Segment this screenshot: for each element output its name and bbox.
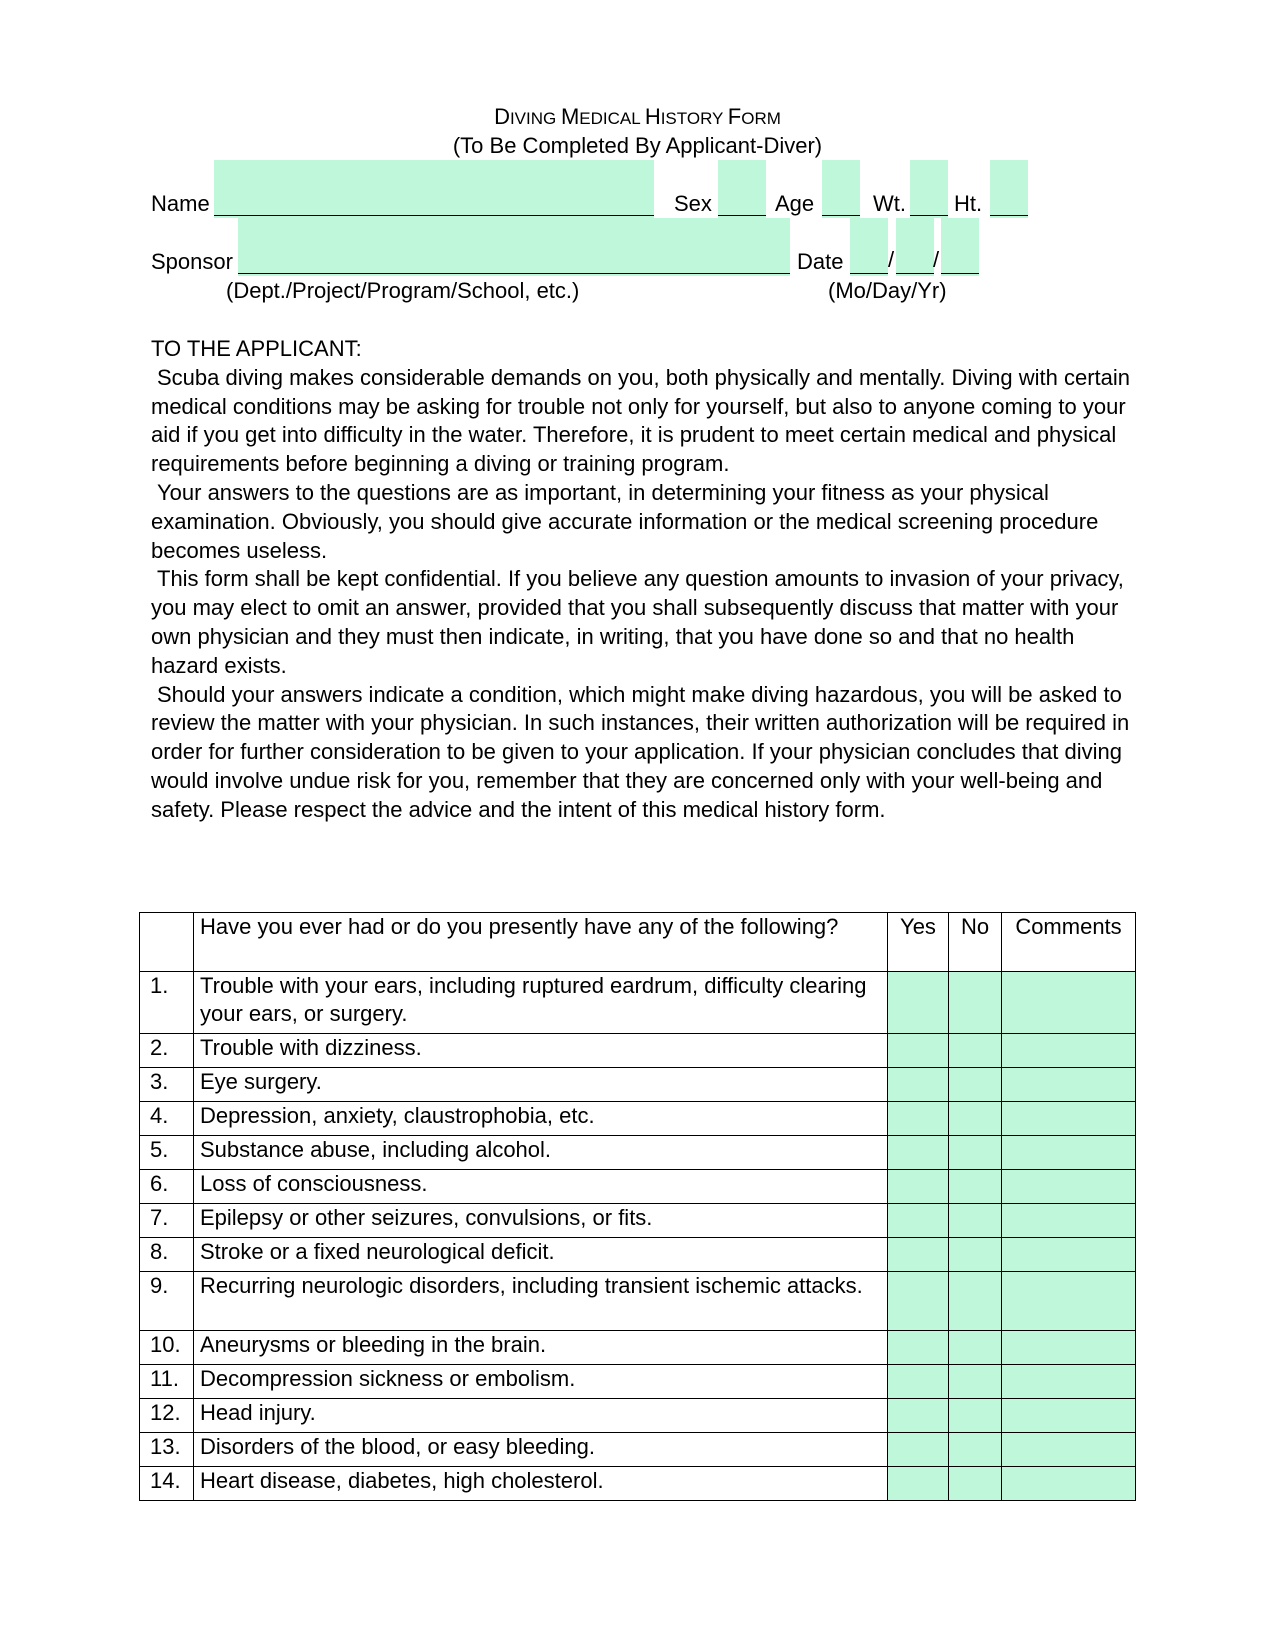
question-number: 14. — [140, 1467, 194, 1501]
question-text: Substance abuse, including alcohol. — [194, 1136, 888, 1170]
question-number: 9. — [140, 1272, 194, 1331]
date-year-input[interactable] — [943, 243, 977, 271]
question-text: Stroke or a fixed neurological deficit. — [194, 1238, 888, 1272]
yes-answer-cell[interactable] — [888, 1399, 949, 1433]
comments-cell[interactable] — [1002, 1170, 1136, 1204]
question-number: 4. — [140, 1102, 194, 1136]
yes-answer-cell[interactable] — [888, 1170, 949, 1204]
comments-cell[interactable] — [1002, 1068, 1136, 1102]
no-answer-cell[interactable] — [949, 1136, 1002, 1170]
date-separator: / — [888, 247, 895, 272]
form-subtitle: (To Be Completed By Applicant-Diver) — [452, 133, 823, 158]
name-underline — [214, 215, 654, 216]
table-row — [140, 1399, 1136, 1433]
comments-cell[interactable] — [1002, 972, 1136, 1034]
question-text: Loss of consciousness. — [194, 1170, 888, 1204]
question-number: 7. — [140, 1204, 194, 1238]
notice-heading: TO THE APPLICANT: — [151, 336, 362, 361]
table-row — [140, 1238, 1136, 1272]
sex-label: Sex — [674, 191, 712, 216]
age-underline — [822, 215, 860, 216]
table-row — [140, 1331, 1136, 1365]
notice-paragraph: Scuba diving makes considerable demands on you, both physically and mentally. Diving with certain medical conditions may be asking for trouble not only for yourself, but also to anyone coming to your aid if you get into difficulty in the water. Therefore, it is prudent to meet certain medical and physical requirements before beginning a diving or training program. — [151, 364, 1131, 477]
sponsor-underline — [238, 273, 790, 274]
yes-answer-cell[interactable] — [888, 1238, 949, 1272]
table-header-row — [140, 913, 1136, 972]
no-answer-cell[interactable] — [949, 972, 1002, 1034]
no-answer-cell[interactable] — [949, 1034, 1002, 1068]
question-text: Aneurysms or bleeding in the brain. — [194, 1331, 888, 1365]
age-label: Age — [775, 191, 815, 216]
title-letter: D — [494, 104, 510, 129]
no-answer-cell[interactable] — [949, 1238, 1002, 1272]
name-label: Name — [151, 191, 210, 216]
yes-answer-cell[interactable] — [888, 1102, 949, 1136]
title-letter: M — [560, 104, 580, 129]
header-question: Have you ever had or do you presently have any of the following? — [194, 913, 888, 972]
ht-underline — [990, 215, 1028, 216]
notice-paragraph: Your answers to the questions are as important, in determining your fitness as your physical examination. Obviously, you should give accurate information or the medical screening procedure becomes useless. — [151, 479, 1099, 563]
table-row — [140, 1170, 1136, 1204]
yes-answer-cell[interactable] — [888, 1068, 949, 1102]
no-answer-cell[interactable] — [949, 1068, 1002, 1102]
comments-cell[interactable] — [1002, 1399, 1136, 1433]
name-input[interactable] — [218, 185, 650, 213]
question-number: 13. — [140, 1433, 194, 1467]
comments-cell[interactable] — [1002, 1204, 1136, 1238]
table-row — [140, 1365, 1136, 1399]
wt-underline — [910, 215, 948, 216]
question-number: 2. — [140, 1034, 194, 1068]
table-row — [140, 1204, 1136, 1238]
date-month-underline — [850, 273, 888, 274]
no-answer-cell[interactable] — [949, 1170, 1002, 1204]
yes-answer-cell[interactable] — [888, 1467, 949, 1501]
yes-answer-cell[interactable] — [888, 1136, 949, 1170]
notice-paragraph: Should your answers indicate a condition, which might make diving hazardous, you will be asked to review the matter with your physician. In such instances, their written authorization will be required in order for further consideration to be given to your application. If your physician concludes that diving would involve undue risk for you, remember that they are concerned only with your well-being and safety. Please respect the advice and the intent of this medical history form. — [151, 681, 1130, 822]
wt-label: Wt. — [873, 191, 906, 216]
comments-cell[interactable] — [1002, 1467, 1136, 1501]
title-text: IVING — [509, 109, 561, 128]
question-text: Epilepsy or other seizures, convulsions, or fits. — [194, 1204, 888, 1238]
question-text: Recurring neurologic disorders, including transient ischemic attacks. — [194, 1272, 888, 1331]
question-number: 11. — [140, 1365, 194, 1399]
sponsor-hint: (Dept./Project/Program/School, etc.) — [226, 278, 580, 303]
form-title — [0, 104, 1275, 130]
question-number: 12. — [140, 1399, 194, 1433]
title-text: ORM — [741, 109, 781, 128]
no-answer-cell[interactable] — [949, 1399, 1002, 1433]
comments-cell[interactable] — [1002, 1272, 1136, 1331]
question-text: Trouble with dizziness. — [194, 1034, 888, 1068]
table-row — [140, 1136, 1136, 1170]
date-separator: / — [933, 247, 940, 272]
header-comments: Comments — [1002, 913, 1136, 972]
ht-label: Ht. — [954, 191, 983, 216]
table-row — [140, 1102, 1136, 1136]
table-row — [140, 1068, 1136, 1102]
comments-cell[interactable] — [1002, 1102, 1136, 1136]
medical-history-table — [139, 912, 1136, 1501]
table-row — [140, 1272, 1136, 1331]
date-day-underline — [896, 273, 934, 274]
table-row — [140, 1433, 1136, 1467]
no-answer-cell[interactable] — [949, 1467, 1002, 1501]
header-number-cell — [140, 913, 194, 972]
question-text: Disorders of the blood, or easy bleeding. — [194, 1433, 888, 1467]
header-no: No — [949, 913, 1002, 972]
yes-answer-cell[interactable] — [888, 1433, 949, 1467]
yes-answer-cell[interactable] — [888, 1034, 949, 1068]
question-text: Decompression sickness or embolism. — [194, 1365, 888, 1399]
question-number: 1. — [140, 972, 194, 1034]
question-number: 3. — [140, 1068, 194, 1102]
yes-answer-cell[interactable] — [888, 972, 949, 1034]
date-hint: (Mo/Day/Yr) — [828, 278, 947, 303]
date-day-input[interactable] — [898, 243, 932, 271]
question-text: Head injury. — [194, 1399, 888, 1433]
ht-input[interactable] — [992, 185, 1026, 213]
wt-input[interactable] — [912, 185, 946, 213]
no-answer-cell[interactable] — [949, 1433, 1002, 1467]
sponsor-input[interactable] — [242, 243, 786, 271]
question-text: Heart disease, diabetes, high cholesterol. — [194, 1467, 888, 1501]
question-number: 8. — [140, 1238, 194, 1272]
title-text: EDICAL — [579, 109, 645, 128]
table-row — [140, 1467, 1136, 1501]
date-month-input[interactable] — [852, 243, 886, 271]
question-text: Trouble with your ears, including ruptured eardrum, difficulty clearing your ears, or surgery. — [194, 972, 888, 1034]
applicant-notice — [151, 335, 1131, 825]
question-text: Depression, anxiety, claustrophobia, etc. — [194, 1102, 888, 1136]
table-row — [140, 1034, 1136, 1068]
header-yes: Yes — [888, 913, 949, 972]
title-text: ISTORY — [660, 109, 728, 128]
yes-answer-cell[interactable] — [888, 1204, 949, 1238]
comments-cell[interactable] — [1002, 1136, 1136, 1170]
no-answer-cell[interactable] — [949, 1365, 1002, 1399]
comments-cell[interactable] — [1002, 1331, 1136, 1365]
yes-answer-cell[interactable] — [888, 1272, 949, 1331]
yes-answer-cell[interactable] — [888, 1331, 949, 1365]
date-label: Date — [797, 249, 844, 274]
title-letter: H — [644, 104, 661, 129]
sex-input[interactable] — [720, 185, 764, 213]
title-letter: F — [727, 104, 742, 129]
yes-answer-cell[interactable] — [888, 1365, 949, 1399]
question-number: 10. — [140, 1331, 194, 1365]
no-answer-cell[interactable] — [949, 1204, 1002, 1238]
notice-paragraph: This form shall be kept confidential. If you believe any question amounts to invasion of your privacy, you may elect to omit an answer, provided that you shall subsequently discuss that matter with your own physician and they must then indicate, in writing, that you have done so and that no health hazard exists. — [151, 566, 1124, 678]
comments-cell[interactable] — [1002, 1034, 1136, 1068]
no-answer-cell[interactable] — [949, 1272, 1002, 1331]
sponsor-label: Sponsor — [151, 249, 233, 274]
no-answer-cell[interactable] — [949, 1331, 1002, 1365]
date-year-underline — [941, 273, 979, 274]
question-number: 6. — [140, 1170, 194, 1204]
question-text: Eye surgery. — [194, 1068, 888, 1102]
sex-underline — [718, 215, 766, 216]
table-row — [140, 972, 1136, 1034]
comments-cell[interactable] — [1002, 1238, 1136, 1272]
comments-cell[interactable] — [1002, 1365, 1136, 1399]
comments-cell[interactable] — [1002, 1433, 1136, 1467]
no-answer-cell[interactable] — [949, 1102, 1002, 1136]
question-number: 5. — [140, 1136, 194, 1170]
age-input[interactable] — [824, 185, 858, 213]
